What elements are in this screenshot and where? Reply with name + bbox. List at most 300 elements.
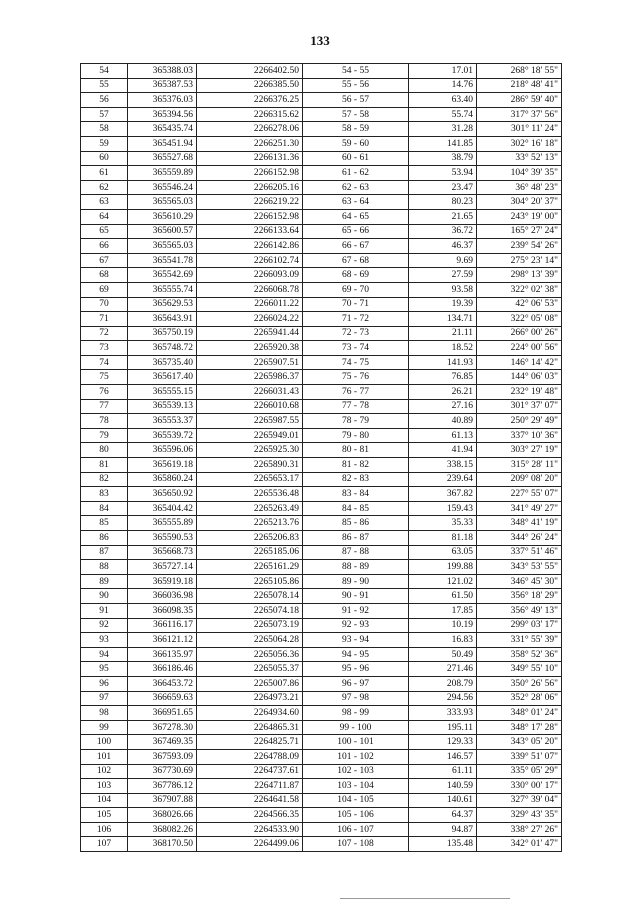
x-coordinate-cell: 366036.98	[128, 589, 197, 604]
length-cell: 64.37	[409, 808, 477, 823]
y-coordinate-cell: 2266133.64	[197, 224, 303, 239]
point-number-cell: 74	[81, 355, 128, 370]
x-coordinate-cell: 366116.17	[128, 618, 197, 633]
point-number-cell: 61	[81, 166, 128, 181]
length-cell: 41.94	[409, 443, 477, 458]
segment-cell: 63 - 64	[303, 195, 409, 210]
segment-cell: 103 - 104	[303, 779, 409, 794]
y-coordinate-cell: 2266068.78	[197, 282, 303, 297]
y-coordinate-cell: 2265907.51	[197, 355, 303, 370]
bearing-cell: 232° 19' 48"	[477, 385, 562, 400]
bearing-cell: 250° 29' 49"	[477, 414, 562, 429]
y-coordinate-cell: 2266152.98	[197, 209, 303, 224]
segment-cell: 106 - 107	[303, 822, 409, 837]
length-cell: 35.33	[409, 516, 477, 531]
bearing-cell: 42° 06' 53"	[477, 297, 562, 312]
bearing-cell: 301° 37' 07"	[477, 399, 562, 414]
bearing-cell: 36° 48' 23"	[477, 180, 562, 195]
table-row	[81, 472, 562, 487]
length-cell: 9.69	[409, 253, 477, 268]
point-number-cell: 91	[81, 603, 128, 618]
bearing-cell: 330° 00' 17"	[477, 779, 562, 794]
table-row	[81, 326, 562, 341]
y-coordinate-cell: 2264641.58	[197, 793, 303, 808]
segment-cell: 96 - 97	[303, 676, 409, 691]
x-coordinate-cell: 365590.53	[128, 531, 197, 546]
segment-cell: 98 - 99	[303, 706, 409, 721]
segment-cell: 54 - 55	[303, 64, 409, 79]
bearing-cell: 144° 06' 03"	[477, 370, 562, 385]
length-cell: 21.65	[409, 209, 477, 224]
point-number-cell: 107	[81, 837, 128, 852]
segment-cell: 69 - 70	[303, 282, 409, 297]
table-row	[81, 399, 562, 414]
bearing-cell: 239° 54' 26"	[477, 239, 562, 254]
x-coordinate-cell: 365596.06	[128, 443, 197, 458]
x-coordinate-cell: 365565.03	[128, 195, 197, 210]
point-number-cell: 82	[81, 472, 128, 487]
y-coordinate-cell: 2266278.06	[197, 122, 303, 137]
bearing-cell: 165° 27' 24"	[477, 224, 562, 239]
segment-cell: 68 - 69	[303, 268, 409, 283]
y-coordinate-cell: 2265213.76	[197, 516, 303, 531]
segment-cell: 77 - 78	[303, 399, 409, 414]
bearing-cell: 356° 18' 29"	[477, 589, 562, 604]
bearing-cell: 301° 11' 24"	[477, 122, 562, 137]
point-number-cell: 105	[81, 808, 128, 823]
x-coordinate-cell: 365553.37	[128, 414, 197, 429]
x-coordinate-cell: 367593.09	[128, 749, 197, 764]
x-coordinate-cell: 365539.13	[128, 399, 197, 414]
y-coordinate-cell: 2265263.49	[197, 501, 303, 516]
table-row	[81, 618, 562, 633]
segment-cell: 57 - 58	[303, 107, 409, 122]
point-number-cell: 70	[81, 297, 128, 312]
table-row	[81, 837, 562, 852]
y-coordinate-cell: 2266011.22	[197, 297, 303, 312]
x-coordinate-cell: 365555.74	[128, 282, 197, 297]
x-coordinate-cell: 365735.40	[128, 355, 197, 370]
length-cell: 40.89	[409, 414, 477, 429]
point-number-cell: 55	[81, 78, 128, 93]
point-number-cell: 73	[81, 341, 128, 356]
bearing-cell: 348° 17' 28"	[477, 720, 562, 735]
bearing-cell: 356° 49' 13"	[477, 603, 562, 618]
segment-cell: 90 - 91	[303, 589, 409, 604]
point-number-cell: 69	[81, 282, 128, 297]
y-coordinate-cell: 2266093.09	[197, 268, 303, 283]
bearing-cell: 303° 27' 19"	[477, 443, 562, 458]
point-number-cell: 94	[81, 647, 128, 662]
x-coordinate-cell: 368026.66	[128, 808, 197, 823]
length-cell: 27.59	[409, 268, 477, 283]
segment-cell: 71 - 72	[303, 312, 409, 327]
x-coordinate-cell: 365387.53	[128, 78, 197, 93]
length-cell: 55.74	[409, 107, 477, 122]
point-number-cell: 65	[81, 224, 128, 239]
y-coordinate-cell: 2264499.06	[197, 837, 303, 852]
segment-cell: 86 - 87	[303, 531, 409, 546]
point-number-cell: 71	[81, 312, 128, 327]
point-number-cell: 68	[81, 268, 128, 283]
point-number-cell: 92	[81, 618, 128, 633]
bearing-cell: 298° 13' 39"	[477, 268, 562, 283]
point-number-cell: 67	[81, 253, 128, 268]
y-coordinate-cell: 2265536.48	[197, 487, 303, 502]
y-coordinate-cell: 2265056.36	[197, 647, 303, 662]
length-cell: 19.39	[409, 297, 477, 312]
x-coordinate-cell: 365451.94	[128, 136, 197, 151]
length-cell: 140.61	[409, 793, 477, 808]
segment-cell: 56 - 57	[303, 93, 409, 108]
segment-cell: 93 - 94	[303, 633, 409, 648]
length-cell: 93.58	[409, 282, 477, 297]
bearing-cell: 209° 08' 20"	[477, 472, 562, 487]
table-row	[81, 793, 562, 808]
segment-cell: 104 - 105	[303, 793, 409, 808]
table-row	[81, 93, 562, 108]
x-coordinate-cell: 366135.97	[128, 647, 197, 662]
bearing-cell: 331° 55' 39"	[477, 633, 562, 648]
x-coordinate-cell: 365546.24	[128, 180, 197, 195]
x-coordinate-cell: 367469.35	[128, 735, 197, 750]
segment-cell: 64 - 65	[303, 209, 409, 224]
length-cell: 134.71	[409, 312, 477, 327]
y-coordinate-cell: 2266402.50	[197, 64, 303, 79]
table-row	[81, 428, 562, 443]
segment-cell: 74 - 75	[303, 355, 409, 370]
point-number-cell: 56	[81, 93, 128, 108]
bearing-cell: 302° 16' 18"	[477, 136, 562, 151]
bearing-cell: 335° 05' 29"	[477, 764, 562, 779]
y-coordinate-cell: 2265161.29	[197, 560, 303, 575]
point-number-cell: 66	[81, 239, 128, 254]
bearing-cell: 337° 51' 46"	[477, 545, 562, 560]
segment-cell: 66 - 67	[303, 239, 409, 254]
bearing-cell: 286° 59' 40"	[477, 93, 562, 108]
bearing-cell: 304° 20' 37"	[477, 195, 562, 210]
bearing-cell: 337° 10' 36"	[477, 428, 562, 443]
point-number-cell: 87	[81, 545, 128, 560]
length-cell: 53.94	[409, 166, 477, 181]
table-row	[81, 180, 562, 195]
point-number-cell: 58	[81, 122, 128, 137]
segment-cell: 76 - 77	[303, 385, 409, 400]
length-cell: 27.16	[409, 399, 477, 414]
y-coordinate-cell: 2266131.36	[197, 151, 303, 166]
y-coordinate-cell: 2266152.98	[197, 166, 303, 181]
table-row	[81, 720, 562, 735]
segment-cell: 107 - 108	[303, 837, 409, 852]
x-coordinate-cell: 365555.89	[128, 516, 197, 531]
point-number-cell: 93	[81, 633, 128, 648]
x-coordinate-cell: 365650.92	[128, 487, 197, 502]
bearing-cell: 146° 14' 42"	[477, 355, 562, 370]
segment-cell: 88 - 89	[303, 560, 409, 575]
length-cell: 294.56	[409, 691, 477, 706]
table-row	[81, 501, 562, 516]
x-coordinate-cell: 366951.65	[128, 706, 197, 721]
segment-cell: 85 - 86	[303, 516, 409, 531]
x-coordinate-cell: 367730.69	[128, 764, 197, 779]
length-cell: 199.88	[409, 560, 477, 575]
length-cell: 80.23	[409, 195, 477, 210]
length-cell: 81.18	[409, 531, 477, 546]
table-row	[81, 545, 562, 560]
y-coordinate-cell: 2265206.83	[197, 531, 303, 546]
y-coordinate-cell: 2266251.30	[197, 136, 303, 151]
table-row	[81, 268, 562, 283]
bearing-cell: 349° 55' 10"	[477, 662, 562, 677]
point-number-cell: 63	[81, 195, 128, 210]
point-number-cell: 106	[81, 822, 128, 837]
table-row	[81, 764, 562, 779]
table-row	[81, 516, 562, 531]
point-number-cell: 88	[81, 560, 128, 575]
table-row	[81, 531, 562, 546]
y-coordinate-cell: 2266385.50	[197, 78, 303, 93]
bearing-cell: 33° 52' 13"	[477, 151, 562, 166]
segment-cell: 101 - 102	[303, 749, 409, 764]
segment-cell: 78 - 79	[303, 414, 409, 429]
segment-cell: 65 - 66	[303, 224, 409, 239]
length-cell: 121.02	[409, 574, 477, 589]
length-cell: 17.01	[409, 64, 477, 79]
y-coordinate-cell: 2265653.17	[197, 472, 303, 487]
y-coordinate-cell: 2265949.01	[197, 428, 303, 443]
point-number-cell: 62	[81, 180, 128, 195]
point-number-cell: 96	[81, 676, 128, 691]
point-number-cell: 95	[81, 662, 128, 677]
bearing-cell: 358° 52' 36"	[477, 647, 562, 662]
length-cell: 76.85	[409, 370, 477, 385]
x-coordinate-cell: 365559.89	[128, 166, 197, 181]
x-coordinate-cell: 366121.12	[128, 633, 197, 648]
segment-cell: 55 - 56	[303, 78, 409, 93]
length-cell: 18.52	[409, 341, 477, 356]
length-cell: 61.11	[409, 764, 477, 779]
bearing-cell: 352° 28' 06"	[477, 691, 562, 706]
x-coordinate-cell: 365617.40	[128, 370, 197, 385]
point-number-cell: 86	[81, 531, 128, 546]
bearing-cell: 218° 48' 41"	[477, 78, 562, 93]
point-number-cell: 59	[81, 136, 128, 151]
segment-cell: 79 - 80	[303, 428, 409, 443]
bearing-cell: 350° 26' 56"	[477, 676, 562, 691]
point-number-cell: 57	[81, 107, 128, 122]
segment-cell: 70 - 71	[303, 297, 409, 312]
segment-cell: 58 - 59	[303, 122, 409, 137]
y-coordinate-cell: 2266219.22	[197, 195, 303, 210]
length-cell: 208.79	[409, 676, 477, 691]
length-cell: 333.93	[409, 706, 477, 721]
bearing-cell: 348° 01' 24"	[477, 706, 562, 721]
length-cell: 141.85	[409, 136, 477, 151]
x-coordinate-cell: 365610.29	[128, 209, 197, 224]
table-row	[81, 195, 562, 210]
x-coordinate-cell: 365629.53	[128, 297, 197, 312]
bearing-cell: 224° 00' 56"	[477, 341, 562, 356]
y-coordinate-cell: 2265078.14	[197, 589, 303, 604]
y-coordinate-cell: 2266010.68	[197, 399, 303, 414]
y-coordinate-cell: 2266142.86	[197, 239, 303, 254]
table-row	[81, 64, 562, 79]
x-coordinate-cell: 365394.56	[128, 107, 197, 122]
y-coordinate-cell: 2264566.35	[197, 808, 303, 823]
segment-cell: 97 - 98	[303, 691, 409, 706]
y-coordinate-cell: 2264737.61	[197, 764, 303, 779]
segment-cell: 80 - 81	[303, 443, 409, 458]
segment-cell: 100 - 101	[303, 735, 409, 750]
point-number-cell: 54	[81, 64, 128, 79]
length-cell: 338.15	[409, 458, 477, 473]
segment-cell: 102 - 103	[303, 764, 409, 779]
x-coordinate-cell: 366453.72	[128, 676, 197, 691]
y-coordinate-cell: 2266031.43	[197, 385, 303, 400]
segment-cell: 60 - 61	[303, 151, 409, 166]
bearing-cell: 268° 18' 55"	[477, 64, 562, 79]
y-coordinate-cell: 2265890.31	[197, 458, 303, 473]
length-cell: 16.83	[409, 633, 477, 648]
length-cell: 367.82	[409, 487, 477, 502]
bearing-cell: 339° 51' 07"	[477, 749, 562, 764]
segment-cell: 99 - 100	[303, 720, 409, 735]
length-cell: 14.76	[409, 78, 477, 93]
bearing-cell: 299° 03' 17"	[477, 618, 562, 633]
point-number-cell: 100	[81, 735, 128, 750]
segment-cell: 82 - 83	[303, 472, 409, 487]
length-cell: 31.28	[409, 122, 477, 137]
segment-cell: 62 - 63	[303, 180, 409, 195]
y-coordinate-cell: 2266024.22	[197, 312, 303, 327]
page-number: 133	[310, 33, 330, 48]
y-coordinate-cell: 2264533.90	[197, 822, 303, 837]
coordinates-table	[80, 63, 562, 852]
point-number-cell: 101	[81, 749, 128, 764]
length-cell: 50.49	[409, 647, 477, 662]
segment-cell: 95 - 96	[303, 662, 409, 677]
x-coordinate-cell: 365748.72	[128, 341, 197, 356]
bearing-cell: 341° 49' 27"	[477, 501, 562, 516]
x-coordinate-cell: 365919.18	[128, 574, 197, 589]
point-number-cell: 97	[81, 691, 128, 706]
point-number-cell: 99	[81, 720, 128, 735]
table-row	[81, 662, 562, 677]
bearing-cell: 348° 41' 19"	[477, 516, 562, 531]
table-row	[81, 355, 562, 370]
length-cell: 63.05	[409, 545, 477, 560]
length-cell: 23.47	[409, 180, 477, 195]
point-number-cell: 75	[81, 370, 128, 385]
table-row	[81, 443, 562, 458]
table-row	[81, 136, 562, 151]
length-cell: 141.93	[409, 355, 477, 370]
x-coordinate-cell: 365542.69	[128, 268, 197, 283]
table-row	[81, 589, 562, 604]
x-coordinate-cell: 365565.03	[128, 239, 197, 254]
length-cell: 146.57	[409, 749, 477, 764]
bearing-cell: 327° 39' 04"	[477, 793, 562, 808]
x-coordinate-cell: 366186.46	[128, 662, 197, 677]
segment-cell: 61 - 62	[303, 166, 409, 181]
length-cell: 94.87	[409, 822, 477, 837]
x-coordinate-cell: 365860.24	[128, 472, 197, 487]
table-row	[81, 107, 562, 122]
table-row	[81, 78, 562, 93]
x-coordinate-cell: 365376.03	[128, 93, 197, 108]
y-coordinate-cell: 2264788.09	[197, 749, 303, 764]
table-row	[81, 808, 562, 823]
segment-cell: 59 - 60	[303, 136, 409, 151]
y-coordinate-cell: 2265064.28	[197, 633, 303, 648]
table-row	[81, 706, 562, 721]
table-row	[81, 603, 562, 618]
point-number-cell: 76	[81, 385, 128, 400]
table-row	[81, 122, 562, 137]
table-row	[81, 633, 562, 648]
y-coordinate-cell: 2264825.71	[197, 735, 303, 750]
y-coordinate-cell: 2266376.25	[197, 93, 303, 108]
bearing-cell: 346° 45' 30"	[477, 574, 562, 589]
length-cell: 159.43	[409, 501, 477, 516]
x-coordinate-cell: 365539.72	[128, 428, 197, 443]
point-number-cell: 103	[81, 779, 128, 794]
bearing-cell: 343° 05' 20"	[477, 735, 562, 750]
segment-cell: 73 - 74	[303, 341, 409, 356]
bearing-cell: 275° 23' 14"	[477, 253, 562, 268]
segment-cell: 84 - 85	[303, 501, 409, 516]
table-row	[81, 749, 562, 764]
x-coordinate-cell: 366098.35	[128, 603, 197, 618]
point-number-cell: 89	[81, 574, 128, 589]
table-row	[81, 253, 562, 268]
y-coordinate-cell: 2265941.44	[197, 326, 303, 341]
y-coordinate-cell: 2265920.38	[197, 341, 303, 356]
table-row	[81, 297, 562, 312]
x-coordinate-cell: 365668.73	[128, 545, 197, 560]
point-number-cell: 83	[81, 487, 128, 502]
x-coordinate-cell: 365555.15	[128, 385, 197, 400]
table-row	[81, 779, 562, 794]
x-coordinate-cell: 365619.18	[128, 458, 197, 473]
x-coordinate-cell: 365750.19	[128, 326, 197, 341]
x-coordinate-cell: 366659.63	[128, 691, 197, 706]
point-number-cell: 64	[81, 209, 128, 224]
y-coordinate-cell: 2266315.62	[197, 107, 303, 122]
length-cell: 195.11	[409, 720, 477, 735]
table-row	[81, 385, 562, 400]
length-cell: 61.13	[409, 428, 477, 443]
point-number-cell: 98	[81, 706, 128, 721]
bearing-cell: 317° 37' 56"	[477, 107, 562, 122]
length-cell: 10.19	[409, 618, 477, 633]
bearing-cell: 342° 01' 47"	[477, 837, 562, 852]
coordinates-table-body	[81, 64, 562, 852]
y-coordinate-cell: 2265105.86	[197, 574, 303, 589]
y-coordinate-cell: 2266102.74	[197, 253, 303, 268]
y-coordinate-cell: 2265986.37	[197, 370, 303, 385]
y-coordinate-cell: 2266205.16	[197, 180, 303, 195]
length-cell: 36.72	[409, 224, 477, 239]
table-row	[81, 735, 562, 750]
point-number-cell: 79	[81, 428, 128, 443]
y-coordinate-cell: 2265185.06	[197, 545, 303, 560]
segment-cell: 91 - 92	[303, 603, 409, 618]
bearing-cell: 104° 39' 35"	[477, 166, 562, 181]
bearing-cell: 344° 26' 24"	[477, 531, 562, 546]
bearing-cell: 338° 27' 26"	[477, 822, 562, 837]
table-row	[81, 239, 562, 254]
